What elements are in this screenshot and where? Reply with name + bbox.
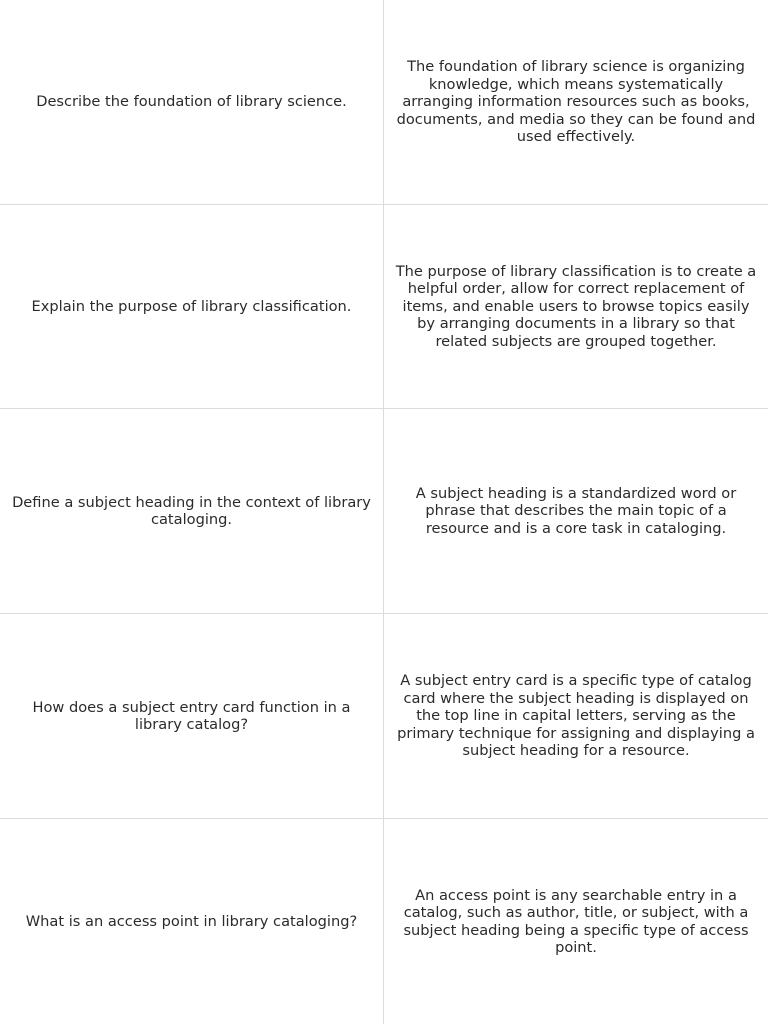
flashcard-answer [384, 409, 768, 613]
answer-text: A subject entry card is a specific type of catalog card where the subject heading is displayed on the top line in capital letters, serving as the primary technique for assigning and displaying a subject heading for a resource. [397, 672, 755, 760]
flashcard-question [0, 0, 384, 204]
answer-text: An access point is any searchable entry in a catalog, such as author, title, or subject, with a subject heading being a specific type of access point. [403, 886, 749, 956]
flashcard-question [0, 614, 384, 818]
flashcard-row [0, 614, 768, 819]
flashcard-answer [384, 0, 768, 204]
flashcard-row [0, 0, 768, 205]
flashcard-row [0, 205, 768, 409]
answer-text: The foundation of library science is organizing knowledge, which means systematically arranging information resources such as books, documents, and media so they can be found and used effectively. [396, 58, 756, 146]
flashcard-answer [384, 614, 768, 818]
question-text: What is an access point in library cataloging? [25, 912, 358, 930]
question-text: Explain the purpose of library classification. [31, 297, 352, 315]
question-text: Describe the foundation of library science. [36, 93, 347, 111]
flashcard-question [0, 819, 384, 1024]
flashcard-answer [384, 205, 768, 408]
answer-text: The purpose of library classification is to create a helpful order, allow for correct replacement of items, and enable users to browse topics easily by arranging documents in a library so that related subjects are grouped together. [395, 262, 757, 350]
question-text: Define a subject heading in the context of library cataloging. [12, 493, 371, 528]
flashcard-row [0, 409, 768, 614]
flashcard-question [0, 205, 384, 408]
answer-text: A subject heading is a standardized word or phrase that describes the main topic of a resource and is a core task in cataloging. [415, 484, 737, 537]
flashcard-answer [384, 819, 768, 1024]
flashcard-row [0, 819, 768, 1024]
flashcard-question [0, 409, 384, 613]
question-text: How does a subject entry card function in a library catalog? [32, 698, 351, 733]
